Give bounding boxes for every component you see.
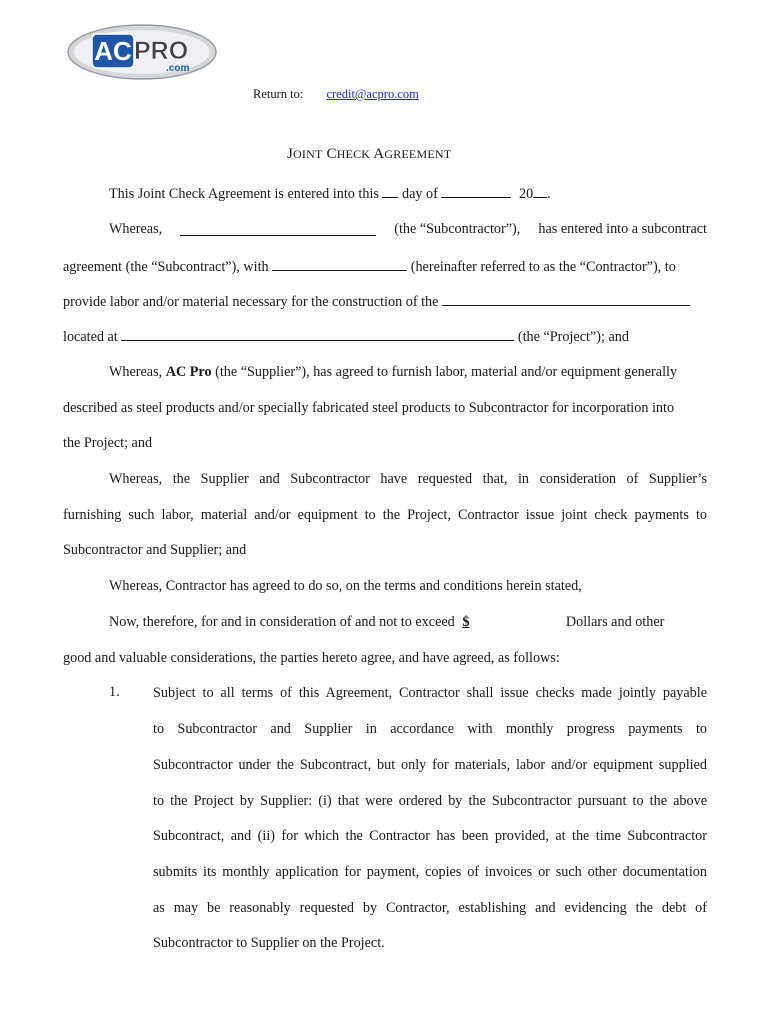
clause-line: as may be reasonably requested by Contractor, establishing and evidencing the debt of: [153, 900, 707, 916]
contractor-text: (hereinafter referred to as the “Contractor”), to: [410, 259, 676, 275]
whereas-subcontractor-line: [109, 220, 707, 238]
construction-text: provide labor and/or material necessary for the construction of the: [63, 294, 439, 310]
clause-line: to the Project by Supplier: (i) that were ordered by the Subcontractor pursuant to the above: [153, 793, 707, 809]
intro-line: [109, 184, 551, 203]
logo-com-text: .com: [166, 63, 190, 74]
clause-line: to Subcontractor and Supplier in accordance with monthly progress payments to: [153, 721, 707, 737]
contractor-blank[interactable]: [272, 257, 407, 271]
supplier-name: AC Pro: [165, 364, 212, 380]
logo-ac-text: AC: [94, 36, 132, 66]
return-to-row: [253, 85, 419, 103]
consideration-line: [109, 613, 664, 631]
location-label: located at: [63, 329, 118, 345]
dollar-sign: $: [462, 614, 470, 630]
title-part: C: [326, 146, 337, 162]
clause-line: Subcontract, and (ii) for which the Contractor has been provided, at the time Subcontractor: [153, 828, 707, 844]
contractor-line: [63, 257, 676, 276]
title-part: J: [287, 146, 294, 162]
year-prefix: 20: [518, 186, 534, 202]
subcontractor-role: (the “Subcontractor”),: [394, 221, 521, 237]
paragraph-line: the Project; and: [63, 435, 153, 451]
title-part: GREEMENT: [384, 147, 452, 161]
whereas-supplier-line: [109, 363, 677, 381]
paragraph-line: good and valuable considerations, the parties hereto agree, and have agreed, as follows:: [63, 650, 560, 666]
location-line: [63, 327, 629, 346]
clause-number: 1.: [109, 684, 120, 700]
paragraph-line: furnishing such labor, material and/or equipment to the Project, Contractor issue joint check payments to: [63, 507, 707, 523]
acpro-logo: [66, 22, 218, 82]
year-blank[interactable]: [533, 184, 547, 198]
return-to-label: Return to:: [253, 87, 304, 101]
whereas-label: Whereas,: [109, 221, 163, 237]
paragraph-line: Whereas, Contractor has agreed to do so, on the terms and conditions herein stated,: [109, 578, 582, 594]
consideration-text: Dollars and other: [565, 614, 665, 630]
clause-line: Subject to all terms of this Agreement, Contractor shall issue checks made jointly payable: [153, 685, 707, 701]
amount-blank[interactable]: [462, 613, 558, 631]
paragraph-line: Subcontractor and Supplier; and: [63, 542, 247, 558]
intro-text: day of: [402, 186, 438, 202]
clause-line: submits its monthly application for payment, copies of invoices or such other documentation: [153, 864, 707, 880]
day-blank[interactable]: [382, 184, 398, 198]
whereas-text: has entered into a subcontract: [538, 221, 707, 237]
clause-line: Subcontractor to Supplier on the Project.: [153, 935, 385, 951]
logo-pro-text: PRO: [134, 37, 189, 65]
intro-text: This Joint Check Agreement is entered into this: [109, 186, 379, 202]
paragraph-line: described as steel products and/or specially fabricated steel products to Subcontractor for incorporation into: [63, 400, 675, 416]
title-part: OINT: [293, 147, 323, 161]
construction-line: [63, 292, 690, 311]
supplier-text: (the “Supplier”), has agreed to furnish labor, material and/or equipment generally: [215, 364, 678, 380]
consideration-text: Now, therefore, for and in consideration of and not to exceed: [109, 614, 455, 630]
contractor-text: agreement (the “Subcontract”), with: [63, 259, 269, 275]
intro-period: .: [547, 186, 551, 202]
location-blank[interactable]: [121, 327, 514, 341]
whereas-label: Whereas,: [109, 364, 163, 380]
clause-line: Subcontractor under the Subcontract, but only for materials, labor and/or equipment supplied: [153, 757, 707, 773]
paragraph-line: Whereas, the Supplier and Subcontractor have requested that, in consideration of Supplier’s: [109, 471, 707, 487]
month-blank[interactable]: [441, 184, 511, 198]
return-email-link[interactable]: credit@acpro.com: [326, 87, 419, 101]
document-title: [287, 145, 451, 163]
title-part: A: [373, 146, 385, 162]
title-part: HECK: [336, 147, 371, 161]
project-text: (the “Project”); and: [517, 329, 629, 345]
subcontractor-blank[interactable]: [180, 222, 376, 236]
construction-blank[interactable]: [442, 292, 690, 306]
